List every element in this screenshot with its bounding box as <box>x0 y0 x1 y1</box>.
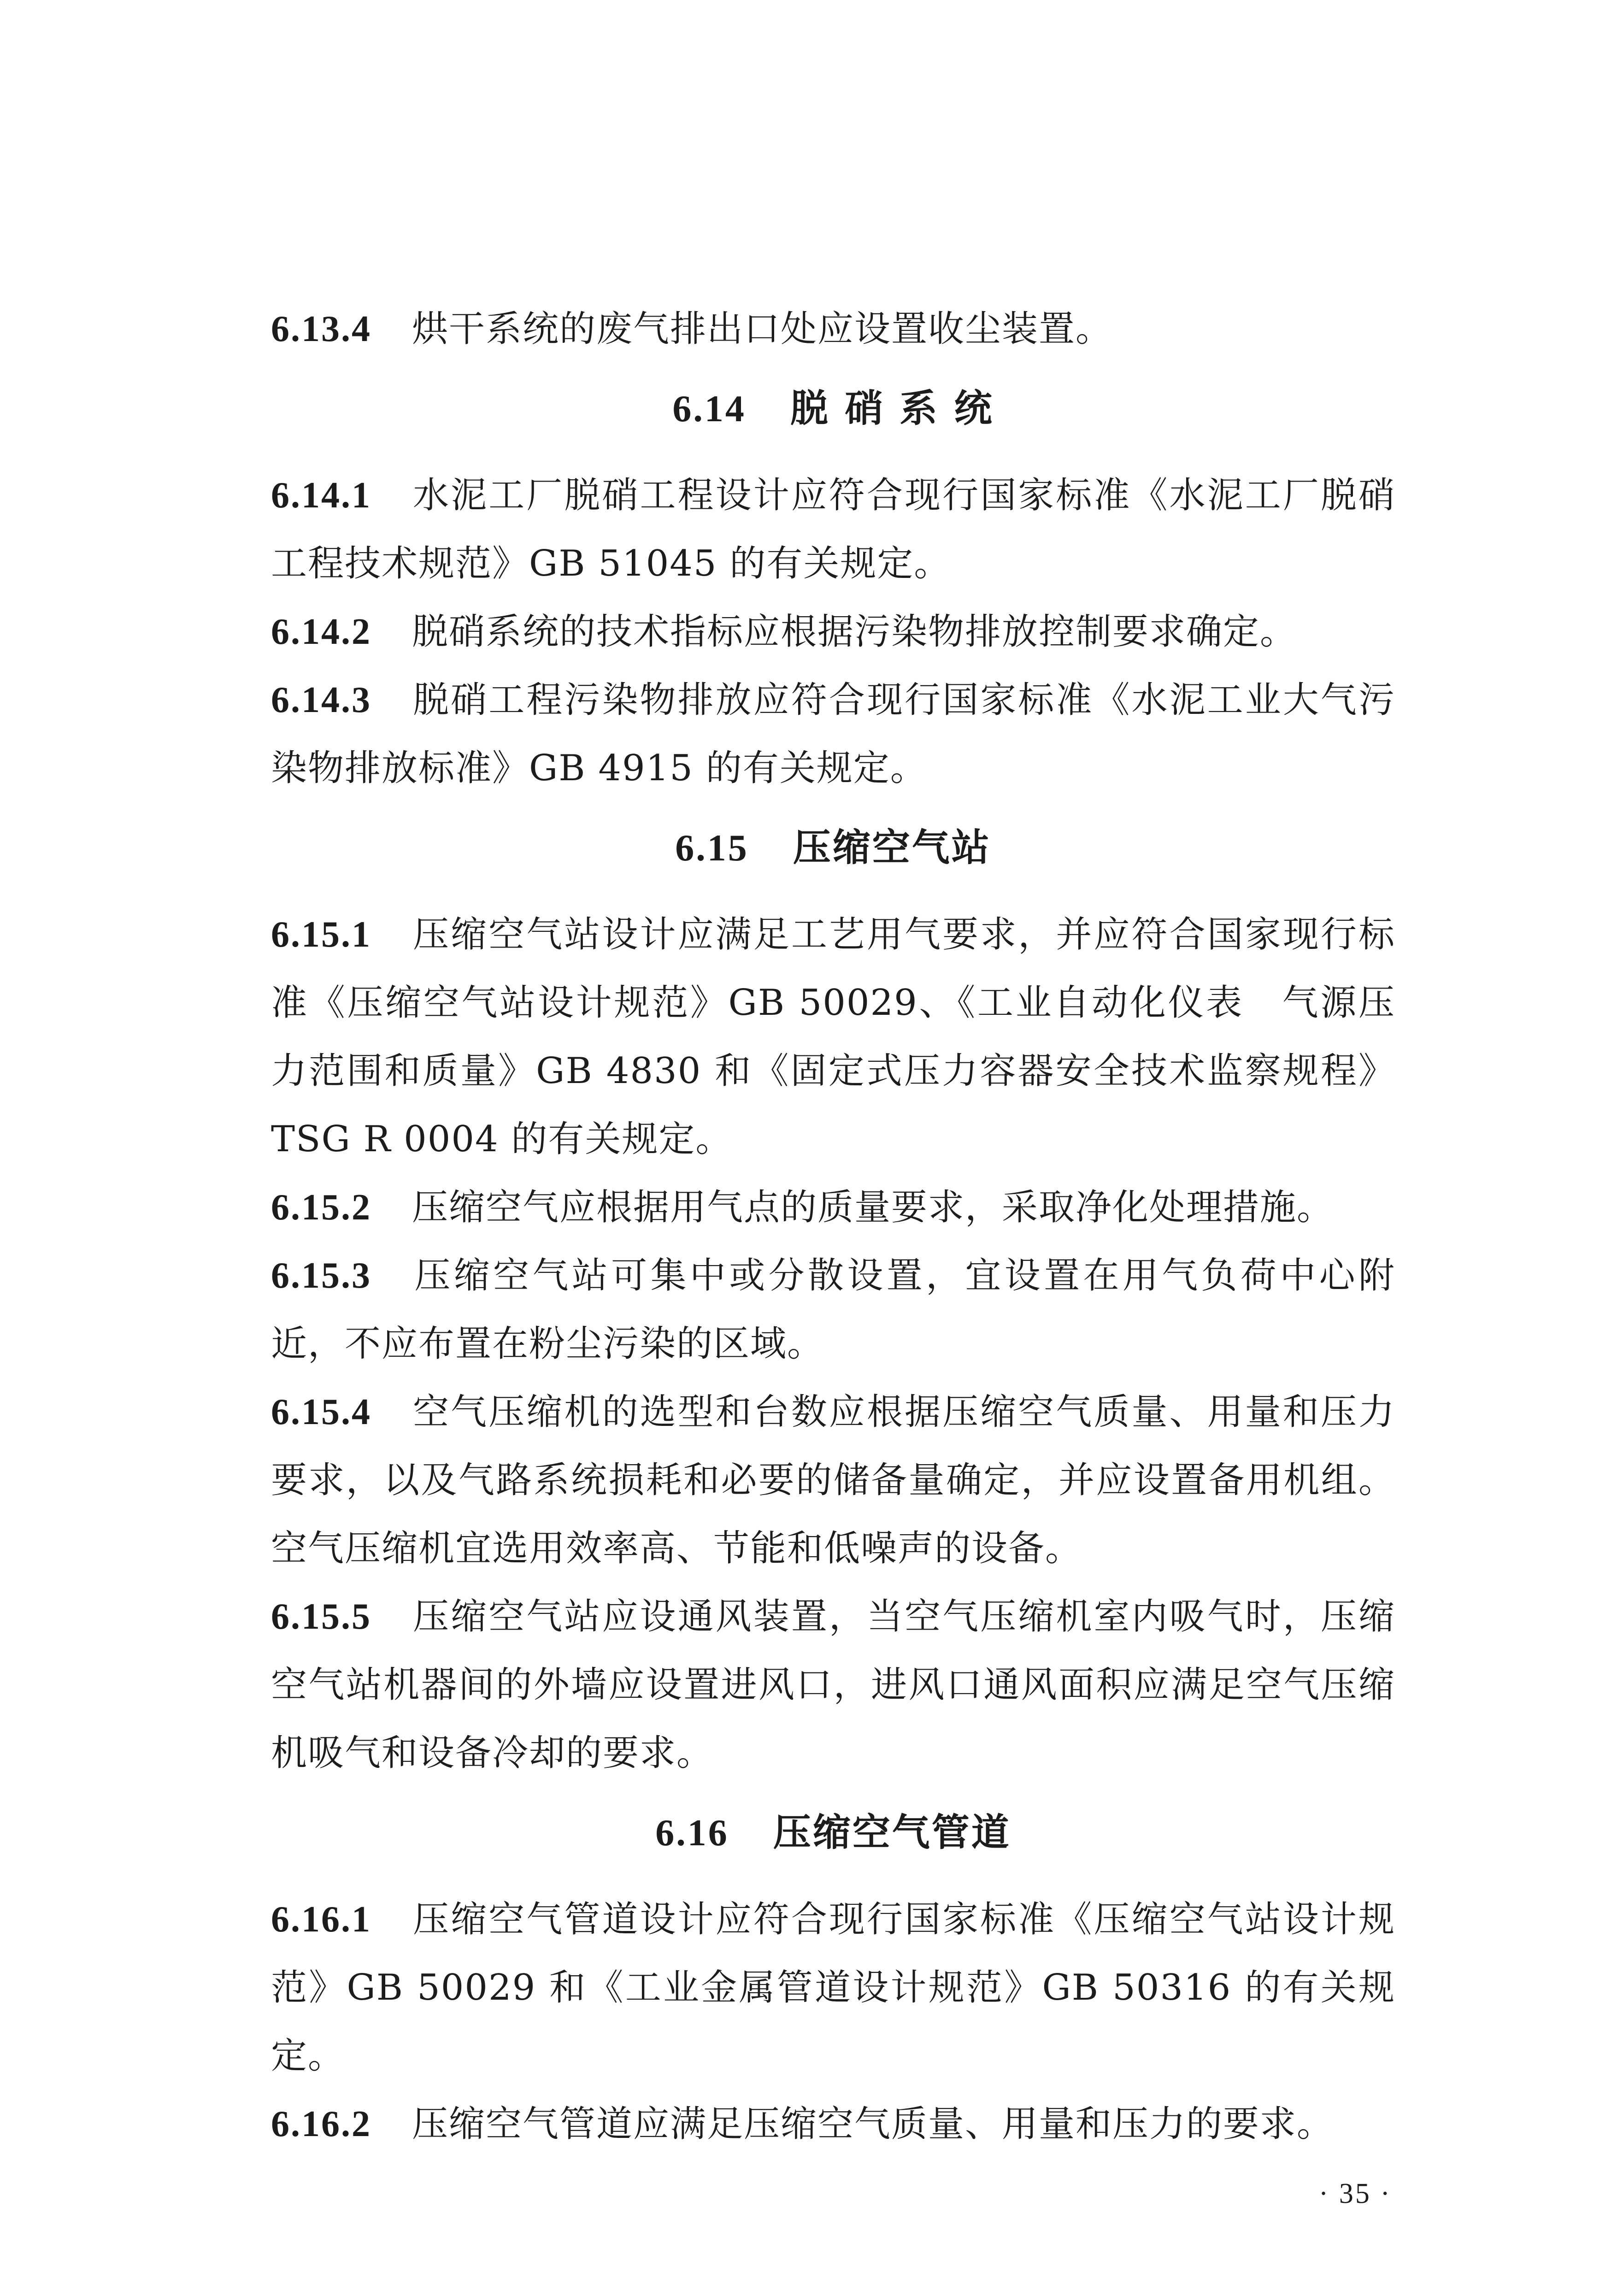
section-title: 脱 硝 系 统 <box>790 386 994 430</box>
clause-number: 6.15.3 <box>271 1255 371 1296</box>
section-title: 压缩空气站 <box>793 825 991 870</box>
clause-6-16-1 <box>271 1885 1395 2090</box>
section-heading-6-16 <box>271 1787 1395 1885</box>
clause-6-15-2 <box>271 1173 1395 1242</box>
clause-number: 6.15.1 <box>271 914 371 955</box>
clause-text: 压缩空气站设计应满足工艺用气要求，并应符合国家现行标准《压缩空气站设计规范》GB 50029、《工业自动化仪表 气源压力范围和质量》GB 4830 和《固定式压力容器安全技术监察规程》TSG R 0004 的有关规定。 <box>271 914 1395 1160</box>
clause-text: 压缩空气应根据用气点的质量要求，采取净化处理措施。 <box>412 1187 1334 1228</box>
clause-6-14-1 <box>271 461 1395 598</box>
clause-text: 脱硝工程污染物排放应符合现行国家标准《水泥工业大气污染物排放标准》GB 4915 的有关规定。 <box>271 679 1395 789</box>
clause-number: 6.16.2 <box>271 2104 371 2144</box>
page-number: · 35 · <box>1318 2178 1392 2209</box>
clause-6-13-4 <box>271 295 1395 363</box>
section-heading-6-14 <box>271 363 1395 461</box>
section-title: 压缩空气管道 <box>773 1810 1011 1854</box>
clause-text: 压缩空气站可集中或分散设置，宜设置在用气负荷中心附近，不应布置在粉尘污染的区域。 <box>271 1255 1395 1365</box>
clause-number: 6.14.3 <box>271 680 371 720</box>
section-number: 6.15 <box>675 827 749 869</box>
section-number: 6.16 <box>655 1812 729 1854</box>
section-heading-6-15 <box>271 802 1395 901</box>
section-number: 6.14 <box>672 388 746 430</box>
clause-6-15-5 <box>271 1583 1395 1787</box>
clause-number: 6.13.4 <box>271 309 371 349</box>
clause-number: 6.14.1 <box>271 475 371 516</box>
clause-number: 6.16.1 <box>271 1899 371 1940</box>
clause-text: 烘干系统的废气排出口处应设置收尘装置。 <box>412 308 1113 350</box>
clause-text: 压缩空气站应设通风装置，当空气压缩机室内吸气时，压缩空气站机器间的外墙应设置进风口，进风口通风面积应满足空气压缩机吸气和设备冷却的要求。 <box>271 1596 1395 1774</box>
clause-6-14-3 <box>271 666 1395 802</box>
clause-6-15-1 <box>271 901 1395 1173</box>
clause-text: 压缩空气管道设计应符合现行国家标准《压缩空气站设计规范》GB 50029 和《工业金属管道设计规范》GB 50316 的有关规定。 <box>271 1899 1395 2077</box>
document-body <box>271 295 1395 2158</box>
clause-number: 6.15.2 <box>271 1187 371 1228</box>
clause-text: 脱硝系统的技术指标应根据污染物排放控制要求确定。 <box>412 611 1297 653</box>
clause-6-16-2 <box>271 2090 1395 2158</box>
clause-text: 空气压缩机的选型和台数应根据压缩空气质量、用量和压力要求，以及气路系统损耗和必要的储备量确定，并应设置备用机组。空气压缩机宜选用效率高、节能和低噪声的设备。 <box>271 1391 1395 1569</box>
clause-number: 6.14.2 <box>271 612 371 652</box>
clause-number: 6.15.5 <box>271 1596 371 1637</box>
clause-number: 6.15.4 <box>271 1392 371 1432</box>
clause-6-14-2 <box>271 598 1395 666</box>
clause-text: 水泥工厂脱硝工程设计应符合现行国家标准《水泥工厂脱硝工程技术规范》GB 51045 的有关规定。 <box>271 475 1395 584</box>
clause-6-15-4 <box>271 1378 1395 1583</box>
clause-text: 压缩空气管道应满足压缩空气质量、用量和压力的要求。 <box>412 2103 1334 2145</box>
clause-6-15-3 <box>271 1242 1395 1378</box>
